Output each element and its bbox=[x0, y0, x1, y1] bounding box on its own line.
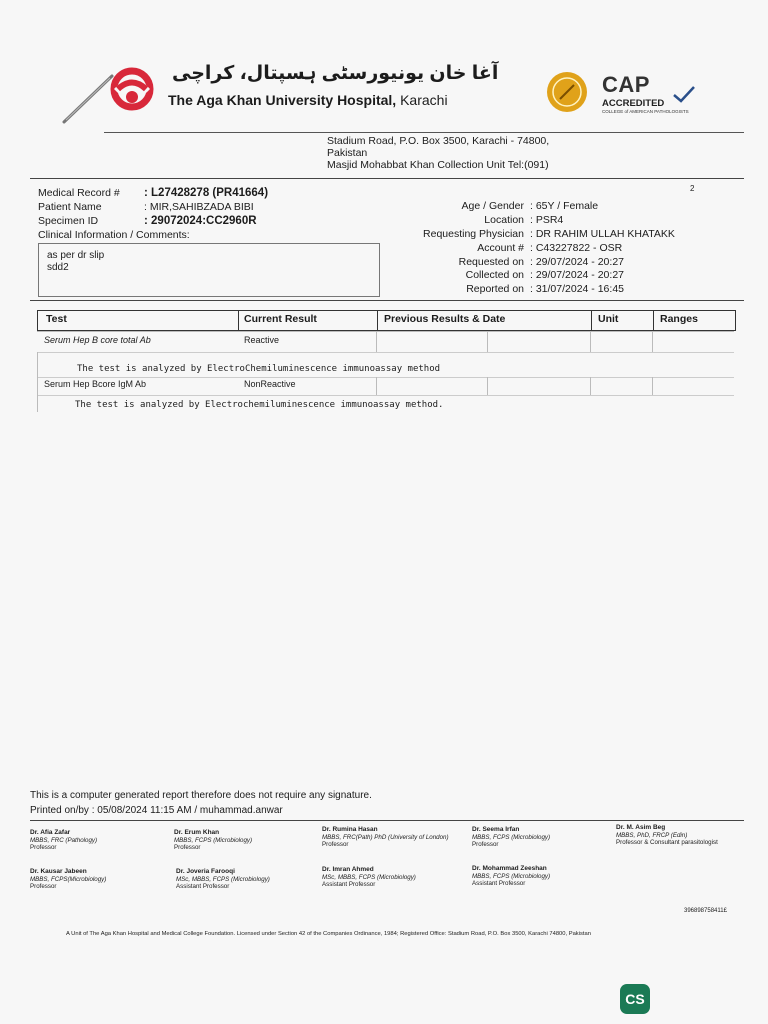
col-current-result: Current Result bbox=[244, 313, 317, 325]
table-row-result: Reactive bbox=[244, 335, 280, 345]
specimen-id-value: : 29072024:CC2960R bbox=[144, 215, 257, 227]
physician-label: Requesting Physician bbox=[423, 228, 524, 240]
requested-label: Requested on bbox=[458, 256, 524, 268]
col-ranges: Ranges bbox=[660, 313, 698, 325]
table-row-result: NonReactive bbox=[244, 379, 296, 389]
col-previous-results: Previous Results & Date bbox=[384, 313, 506, 325]
cap-title: CAP bbox=[602, 72, 650, 97]
medical-record-value: : L27428278 (PR41664) bbox=[144, 187, 269, 199]
collected-value: : 29/07/2024 - 20:27 bbox=[530, 269, 624, 281]
disclaimer-text: This is a computer generated report therefore does not require any signature. bbox=[30, 790, 372, 801]
age-gender-label: Age / Gender bbox=[461, 200, 524, 212]
hospital-name: The Aga Khan University Hospital, Karachi bbox=[168, 92, 448, 108]
medical-record-label: Medical Record # bbox=[38, 187, 120, 199]
table-row-test: Serum Hep Bcore IgM Ab bbox=[44, 379, 147, 389]
reported-value: : 31/07/2024 - 16:45 bbox=[530, 283, 624, 295]
checkmark-icon bbox=[672, 84, 696, 104]
barcode-number: 396898758411£ bbox=[684, 908, 727, 914]
col-test: Test bbox=[46, 313, 67, 325]
location-label: Location bbox=[484, 214, 524, 226]
address-line: Stadium Road, P.O. Box 3500, Karachi - 74800, bbox=[327, 135, 550, 147]
doctor-entry: Dr. Imran Ahmed MSc, MBBS, FCPS (Microbiology) Assistant Professor bbox=[322, 866, 416, 888]
collected-label: Collected on bbox=[465, 269, 524, 281]
address-line: Masjid Mohabbat Khan Collection Unit Tel:(091) bbox=[327, 159, 549, 171]
comment-line: sdd2 bbox=[47, 262, 69, 273]
aku-logo-icon bbox=[104, 64, 160, 114]
doctor-entry: Dr. Seema Irfan MBBS, FCPS (Microbiology) Professor bbox=[472, 826, 551, 848]
address-line: Pakistan bbox=[327, 147, 368, 159]
comments-box bbox=[38, 243, 380, 297]
patient-name-label: Patient Name bbox=[38, 201, 102, 213]
address-divider bbox=[30, 178, 744, 179]
header-divider bbox=[104, 132, 744, 133]
location-value: : PSR4 bbox=[530, 214, 564, 226]
doctor-entry: Dr. Afia Zafar MBBS, FRC (Pathology) Professor bbox=[30, 829, 98, 851]
doctor-entry: Dr. Joveria Farooqi MSc, MBBS, FCPS (Microbiology) Assistant Professor bbox=[176, 868, 270, 890]
clinical-info-label: Clinical Information / Comments: bbox=[38, 229, 190, 241]
table-row-test: Serum Hep B core total Ab bbox=[44, 335, 151, 345]
cap-seal-icon bbox=[546, 71, 588, 113]
doctor-entry: Dr. Kausar Jabeen MBBS, FCPS(Microbiology) Professor bbox=[30, 868, 107, 890]
patient-name-value: : MIR,SAHIBZADA BIBI bbox=[144, 201, 254, 213]
printed-on-text: Printed on/by : 05/08/2024 11:15 AM / muhammad.anwar bbox=[30, 805, 283, 816]
specimen-id-label: Specimen ID bbox=[38, 215, 99, 227]
table-row-note: The test is analyzed by Electrochemiluminescence immunoassay method. bbox=[75, 400, 444, 410]
camscanner-badge-icon[interactable]: CS bbox=[620, 984, 650, 1014]
reported-label: Reported on bbox=[466, 283, 524, 295]
cap-accredited: ACCREDITED bbox=[602, 98, 665, 109]
doctor-entry: Dr. Mohammad Zeeshan MBBS, FCPS (Microbiology) Assistant Professor bbox=[472, 865, 551, 887]
hospital-urdu-name: آغا خان یونیورسٹی ہسپتال، کراچی bbox=[172, 63, 499, 84]
requested-value: : 29/07/2024 - 20:27 bbox=[530, 256, 624, 268]
account-value: : C43227822 - OSR bbox=[530, 242, 623, 254]
table-row-note: The test is analyzed by ElectroChemiluminescence immunoassay method bbox=[77, 364, 441, 374]
account-label: Account # bbox=[477, 242, 524, 254]
comment-line: as per dr slip bbox=[47, 250, 105, 261]
foundation-notice: A Unit of The Aga Khan Hospital and Medical College Foundation. Licensed under Section 42 of the Companies Ordinance, 1984; Registered Office: Stadium Road, P.O. Box 3500, Karachi 74800, Pakistan bbox=[66, 931, 591, 937]
doctor-entry: Dr. Rumina Hasan MBBS, FRC(Path) PhD (University of London) Professor bbox=[322, 826, 449, 848]
doctor-entry: Dr. M. Asim Beg MBBS, PhD, FRCP (Edin) Professor & Consultant parasitologist bbox=[616, 824, 718, 846]
page-number: 2 bbox=[690, 184, 695, 193]
doctor-entry: Dr. Erum Khan MBBS, FCPS (Microbiology) Professor bbox=[174, 829, 253, 851]
footer-divider bbox=[30, 820, 744, 821]
info-divider bbox=[30, 300, 744, 301]
cap-subtitle: COLLEGE of AMERICAN PATHOLOGISTS bbox=[602, 109, 689, 114]
age-gender-value: : 65Y / Female bbox=[530, 200, 599, 212]
col-unit: Unit bbox=[598, 313, 619, 325]
results-table-header bbox=[37, 310, 736, 331]
physician-value: : DR RAHIM ULLAH KHATAKK bbox=[530, 228, 675, 240]
collection-address bbox=[327, 135, 627, 171]
